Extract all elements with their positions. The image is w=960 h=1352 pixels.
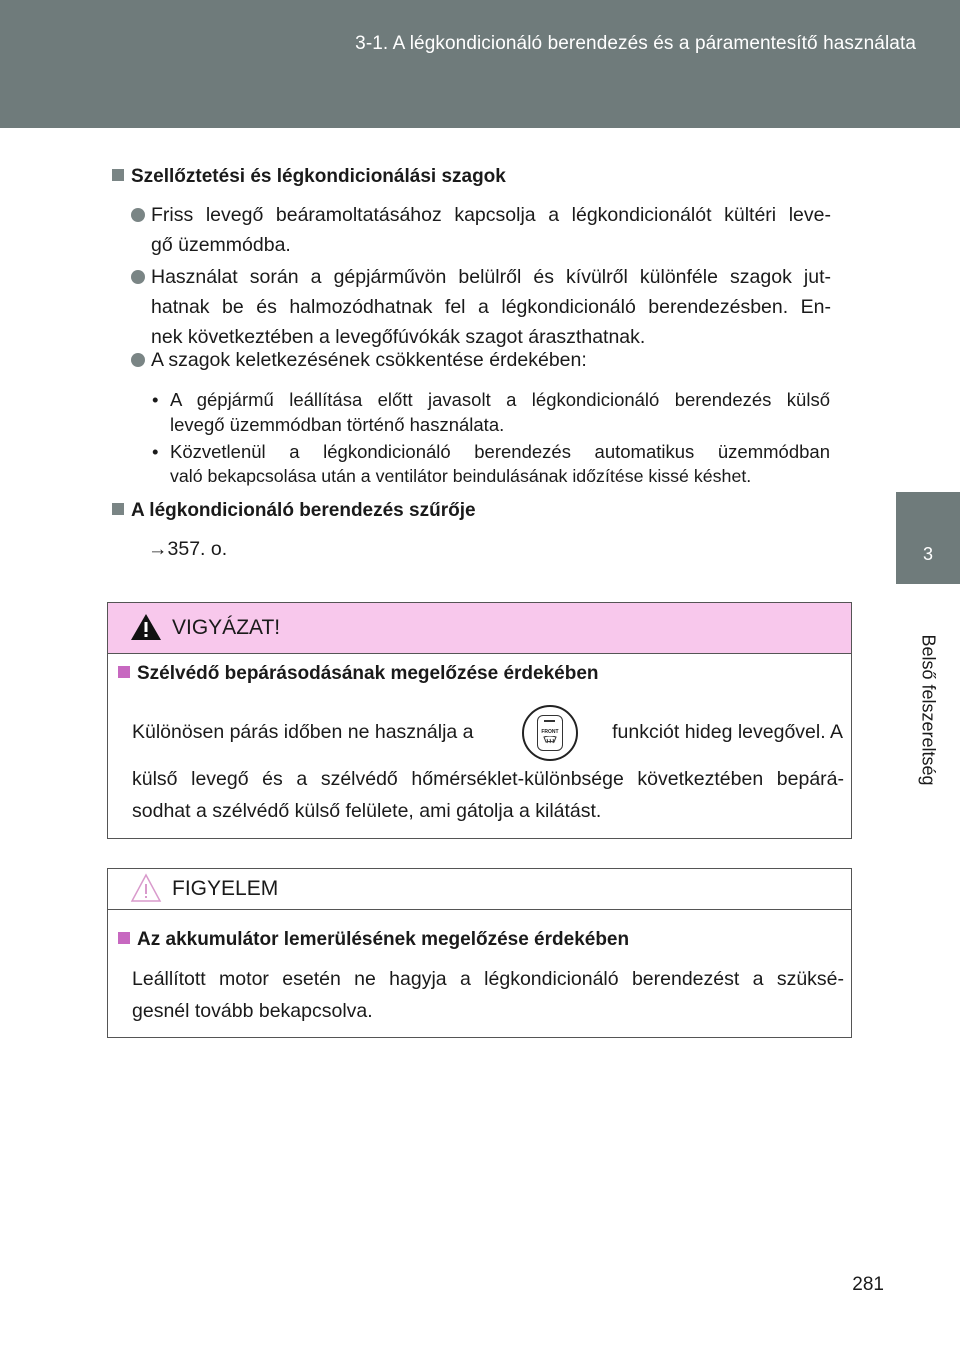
sub-item-marker: •	[152, 389, 159, 410]
bullet-item	[131, 200, 831, 260]
chapter-number: 3	[922, 544, 933, 564]
bullet-line: Használat során a gépjárművön belülről és kívülről különféle szagok jut-	[151, 266, 831, 288]
heading-square-icon	[112, 503, 124, 515]
bullet-line: A szagok keletkezésének csökkentése érdekében:	[151, 349, 587, 371]
page-header	[0, 0, 960, 128]
section-heading: Szellőztetési és légkondicionálási szagok	[112, 166, 506, 188]
header-title: 3-1. A légkondicionáló berendezés és a páramentesítő használata	[355, 33, 916, 54]
sub-item-marker: •	[152, 441, 159, 462]
caution-box	[107, 602, 852, 839]
notice-title: FIGYELEM	[172, 877, 279, 900]
heading-square-icon	[112, 169, 124, 181]
caution-body	[132, 763, 844, 827]
indicator-bar	[544, 720, 555, 722]
notice-line: Leállított motor esetén ne hagyja a légkondicionáló berendezést a szüksé-	[132, 968, 844, 990]
sub-item-line: való bekapcsolása után a ventilátor beindulásának időzítése kissé késhet.	[170, 466, 752, 486]
defrost-waves-icon	[542, 736, 558, 746]
bullet-line: gő üzemmódba.	[151, 234, 291, 256]
heading-square-icon	[118, 666, 130, 678]
notice-body	[132, 963, 844, 1027]
sub-item-line: A gépjármű leállítása előtt javasolt a légkondicionáló berendezés külső	[170, 389, 830, 410]
page-number: 281	[852, 1274, 884, 1295]
bullet-dot-icon	[131, 270, 145, 284]
notice-box	[107, 868, 852, 1038]
caution-subheading: Szélvédő bepárásodásának megelőzése érdekében	[118, 663, 599, 685]
sub-list-item	[152, 439, 830, 489]
caution-text-after-icon: funkciót hideg levegővel. A	[612, 721, 843, 743]
caution-header	[108, 603, 851, 654]
notice-header	[108, 869, 851, 910]
bullet-line: nek következtében a levegőfúvókák szagot áraszthatnak.	[151, 326, 646, 348]
bullet-dot-icon	[131, 208, 145, 222]
sub-item-line: Közvetlenül a légkondicionáló berendezés automatikus üzemmódban	[170, 441, 830, 462]
chapter-tab	[896, 492, 960, 584]
page-reference: →357. o.	[148, 538, 228, 560]
heading-square-icon	[118, 932, 130, 944]
sub-list-item	[152, 387, 830, 437]
notice-subheading: Az akkumulátor lemerülésének megelőzése érdekében	[118, 929, 629, 951]
front-defroster-button-icon	[522, 705, 578, 761]
bullet-item	[131, 262, 831, 352]
notice-triangle-icon	[130, 873, 162, 903]
caution-line: külső levegő és a szélvédő hőmérséklet-különbsége következtében bepárá-	[132, 768, 844, 790]
caution-line: sodhat a szélvédő külső felülete, ami gátolja a kilátást.	[132, 800, 602, 822]
caution-title: VIGYÁZAT!	[172, 616, 281, 639]
caution-text-before-icon: Különösen párás időben ne használja a	[132, 721, 474, 743]
notice-line: gesnél tovább bekapcsolva.	[132, 1000, 373, 1022]
button-outline	[537, 715, 563, 751]
front-label: FRONT	[541, 729, 559, 735]
warning-triangle-icon	[130, 613, 162, 641]
section-heading: A légkondicionáló berendezés szűrője	[112, 500, 476, 522]
bullet-dot-icon	[131, 353, 145, 367]
bullet-item	[131, 345, 831, 375]
sub-item-line: levegő üzemmódban történő használata.	[170, 414, 505, 435]
bullet-line: hatnak be és halmozódhatnak fel a légkondicionáló berendezésben. En-	[151, 296, 831, 318]
bullet-line: Friss levegő beáramoltatásához kapcsolja a légkondicionálót kültéri leve-	[151, 204, 831, 226]
chapter-label: Belső felszereltség	[918, 634, 939, 786]
